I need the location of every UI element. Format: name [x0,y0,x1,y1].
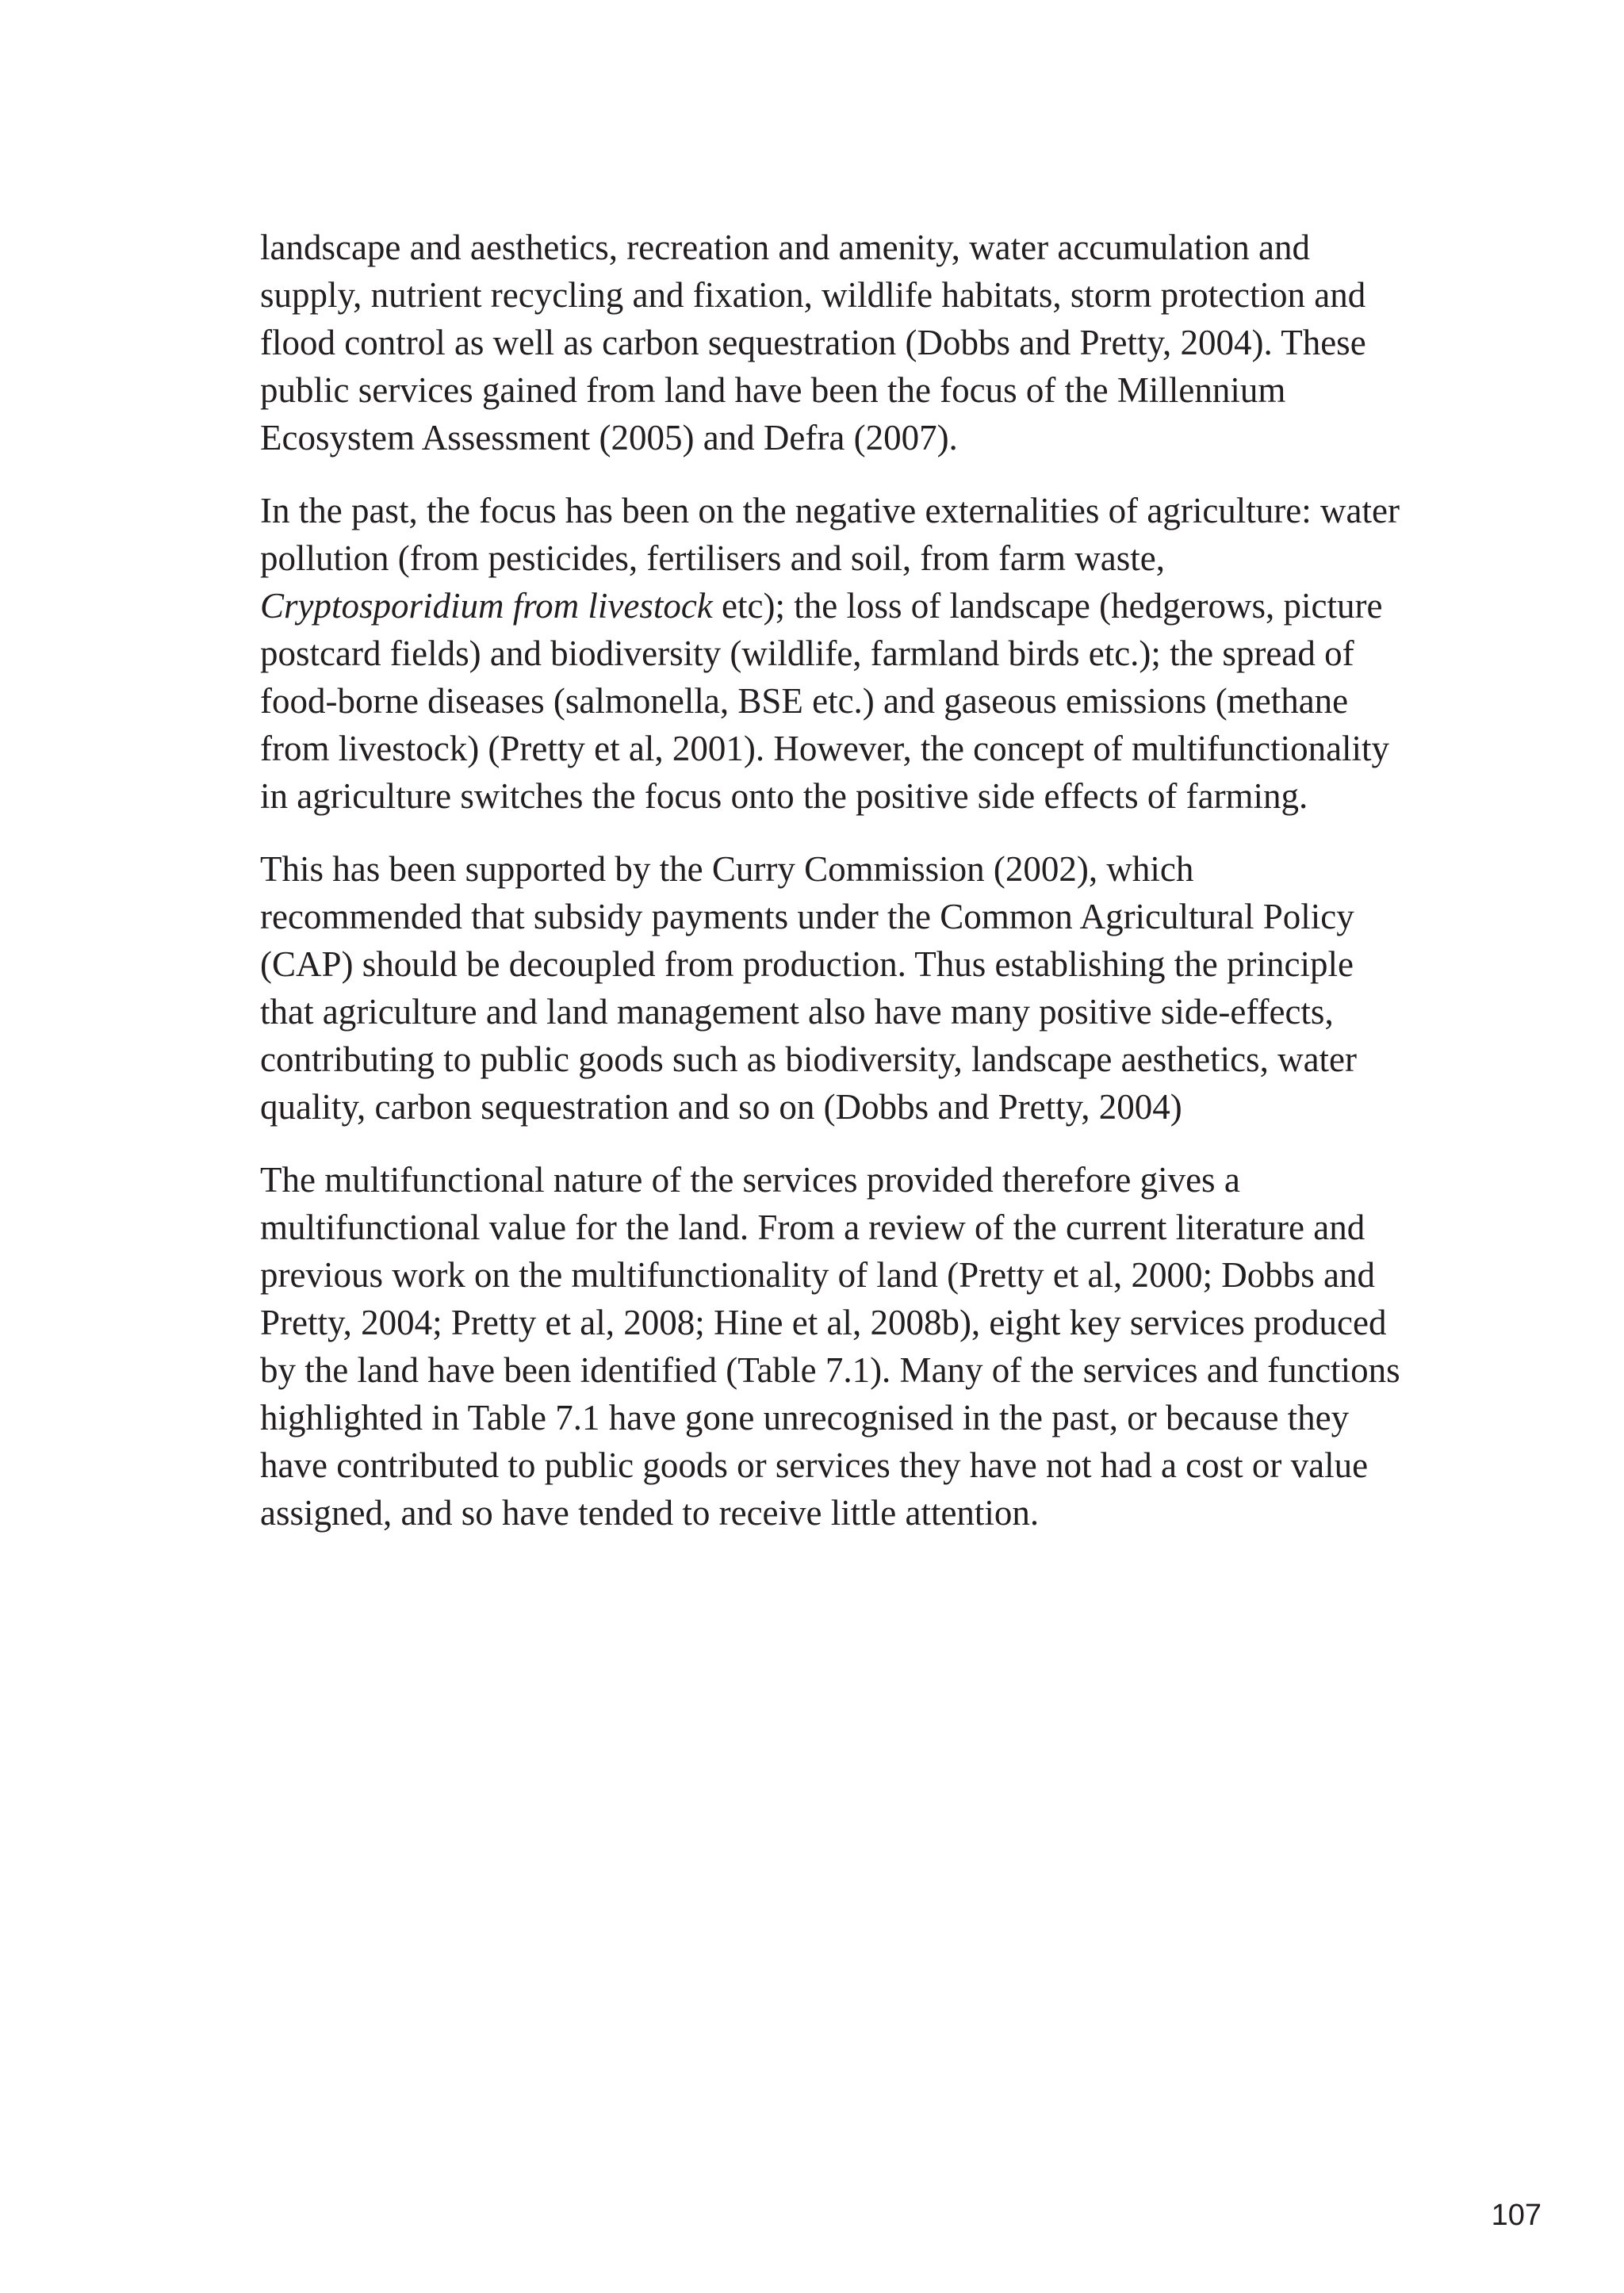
paragraph-3: This has been supported by the Curry Commission (2002), which recommended that subsidy payments under the Common Agricultural Policy (CAP) should be decoupled from production. Thus establishing the principle that agriculture and land management also have many positive side-effects, contributing to public goods such as biodiversity, landscape aesthetics, water quality, carbon sequestration and so on (Dobbs and Pretty, 2004) [260,849,1358,1127]
page-number: 107 [1491,2199,1542,2232]
body-text [260,224,1402,1562]
paragraph-2-italic-text: Cryptosporidium from livestock [260,586,713,626]
paragraph-2-text-end: etc); the loss of landscape (hedgerows, picture postcard fields) and biodiversity (wildlife, farmland birds etc.); the spread of food-borne diseases (salmonella, BSE etc.) and gaseous emissions (methane from livestock) (Pretty et al, 2001). However, the concept of multifunctionality in agriculture switches the focus onto the positive side effects of farming. [260,586,1390,816]
paragraph-1: landscape and aesthetics, recreation and amenity, water accumulation and supply, nutrient recycling and fixation, wildlife habitats, storm protection and flood control as well as carbon sequestration (Dobbs and Pretty, 2004). These public services gained from land have been the focus of the Millennium Ecosystem Assessment (2005) and Defra (2007). [260,228,1366,457]
paragraph-2-text-start: In the past, the focus has been on the negative externalities of agriculture: water pollution (from pesticides, fertilisers and soil, from farm waste, [260,491,1400,578]
paragraph-2 [260,487,1402,820]
paragraph-4: The multifunctional nature of the services provided therefore gives a multifunctional value for the land. From a review of the current literature and previous work on the multifunctionality of land (Pretty et al, 2000; Dobbs and Pretty, 2004; Pretty et al, 2008; Hine et al, 2008b), eight key services produced by the land have been identified (Table 7.1). Many of the services and functions highlighted in Table 7.1 have gone unrecognised in the past, or because they have contributed to public goods or services they have not had a cost or value assigned, and so have tended to receive little attention. [260,1160,1400,1533]
